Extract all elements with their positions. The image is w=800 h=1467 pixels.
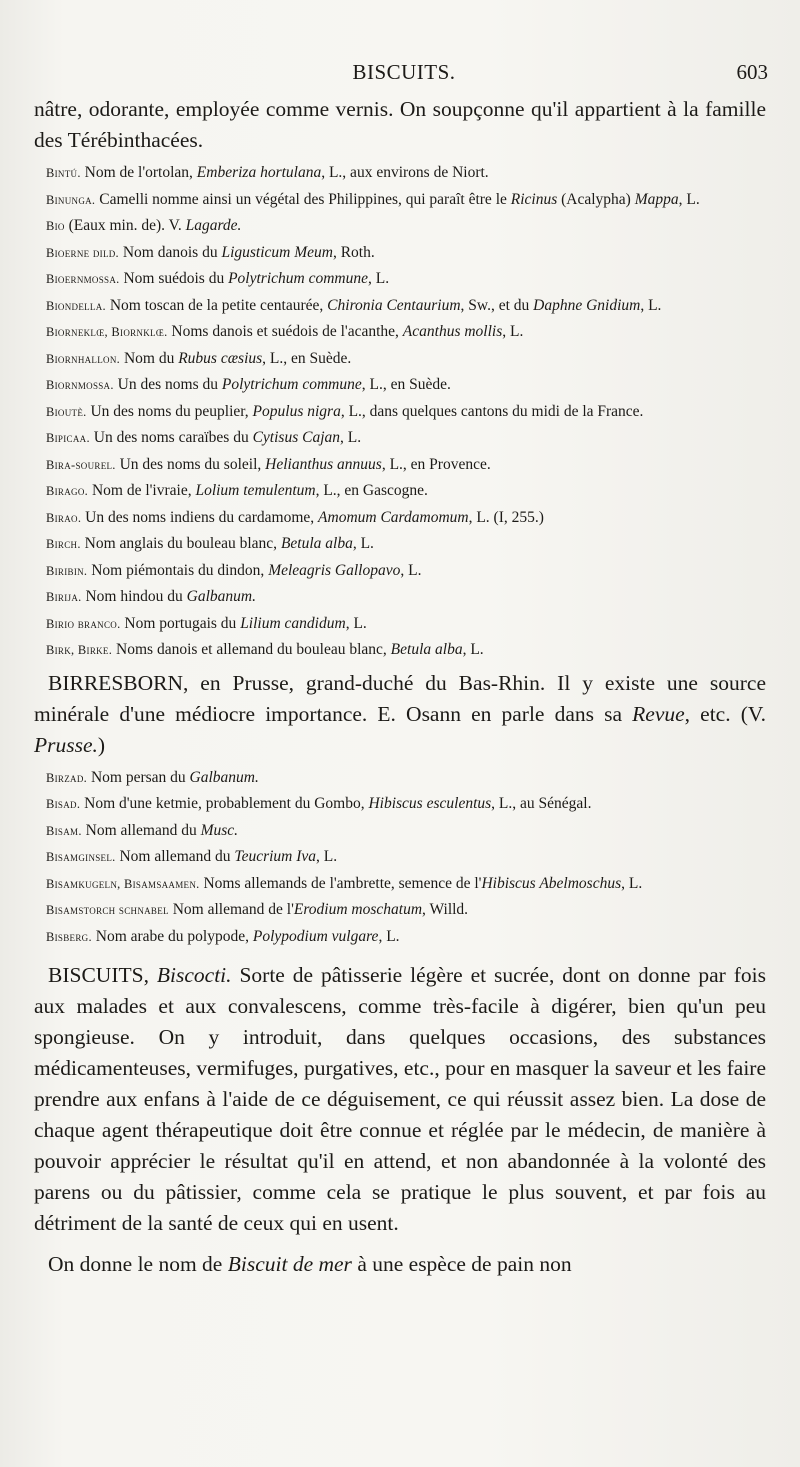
entry-latin-name: Acanthus mollis xyxy=(402,323,503,340)
entry-latin-name: Ricinus xyxy=(510,190,558,208)
dictionary-entry xyxy=(34,871,766,898)
entry-headword: Bira-sourel. xyxy=(46,457,116,472)
dictionary-entry xyxy=(34,637,766,664)
entry-latin-name-2: Daphne Gnidium xyxy=(533,296,641,314)
birresborn-head: BIRRESBORN xyxy=(48,670,184,695)
birresborn-text3: ) xyxy=(97,732,106,757)
entry-text: Un des noms caraïbes du xyxy=(89,429,253,446)
entry-text-after-2: , L. xyxy=(640,296,662,314)
biscuits-text: Sorte de pâtisserie légère et sucrée, dont on donne par fois aux malades et aux convalescens, comme très-facile à digérer, bien qu'un peu spongieuse. On y introduit, dans quelques occasions, des substances médicamenteuses, vermifuges, purgatives, etc., pour en masquer la saveur et les faire prendre aux enfans à l'aide de ce déguisement, ce qui réussit assez bien. La dose de chaque agent thérapeutique doit être connue et réglée par le médecin, de manière à pouvoir apprécier le résultat qu'il en attend, et non abandonnée à la volonté des parens ou du pâtissier, comme cela se pratique le plus souvent, et par fois au détriment de la santé de ceux qui en usent. xyxy=(34,963,766,1235)
entry-latin-name: Lolium temulentum xyxy=(195,482,316,499)
entry-latin-name: Hibiscus esculentus xyxy=(368,795,492,812)
entry-latin-name: Galbanum. xyxy=(186,588,256,605)
entry-text: Un des noms du xyxy=(113,376,222,393)
entry-biscuits xyxy=(34,960,766,1239)
entry-latin-name: Emberiza hortulana xyxy=(196,164,322,181)
dictionary-entry xyxy=(34,372,766,399)
entry-headword: Bisad. xyxy=(46,797,81,811)
entry-headword: Bioerne dild. xyxy=(46,245,119,260)
entry-text-after: , L. xyxy=(378,927,400,945)
entry-latin-name: Populus nigra xyxy=(252,402,341,420)
dictionary-entry xyxy=(34,531,766,558)
entry-text-after: , L. xyxy=(621,874,643,892)
entry-latin-name: Polytrichum commune xyxy=(228,270,368,287)
entry-text-after: , L. (I, 255.) xyxy=(468,508,544,526)
final-text2: à une espèce de pain non xyxy=(351,1252,572,1276)
running-head: BISCUITS. xyxy=(352,60,456,84)
birresborn-text: , en Prusse, grand-duché du Bas-Rhin. Il y existe une source minérale d'une médiocre importance. E. Osann en parle dans sa xyxy=(34,670,766,726)
entry-headword: Binunga. xyxy=(46,192,96,207)
entry-text: Nom suédois du xyxy=(119,270,229,287)
entry-headword: Birao. xyxy=(46,510,82,525)
entry-text: Nom anglais du bouleau blanc, xyxy=(80,535,281,552)
final-text: On donne le nom de xyxy=(48,1252,228,1276)
dictionary-entry xyxy=(34,425,766,452)
entry-text: Nom piémontais du dindon, xyxy=(87,561,269,579)
entry-latin-name: Amomum Cardamomum xyxy=(318,508,469,526)
entry-text: Noms allemands de l'ambrette, semence de l' xyxy=(199,874,482,892)
entry-headword: Birk, Birke. xyxy=(46,643,113,657)
dictionary-entry xyxy=(34,319,766,346)
entry-latin-name: Erodium moschatum xyxy=(293,901,423,918)
entry-text-after: , L., en Suède. xyxy=(361,376,451,393)
entry-text: Camelli nomme ainsi un végétal des Philippines, qui paraît être le xyxy=(95,190,511,208)
entry-latin-name: Rubus cæsius xyxy=(178,349,263,367)
entry-text: Un des noms du soleil, xyxy=(115,455,266,473)
entry-latin-name: Ligusticum Meum xyxy=(221,243,333,261)
entry-text: Noms danois et suédois de l'acanthe, xyxy=(167,323,403,340)
entry-headword: Bisamkugeln, Bisamsaamen. xyxy=(46,876,200,891)
page-header xyxy=(40,60,768,90)
entry-text-after: , Willd. xyxy=(422,901,469,918)
entry-text-after: , L., en Provence. xyxy=(381,455,491,473)
entry-headword: Birago. xyxy=(46,484,89,498)
entry-text-after: , Roth. xyxy=(332,243,375,261)
dictionary-entry xyxy=(34,897,766,924)
dictionary-entry xyxy=(34,213,766,240)
dictionary-entry xyxy=(34,187,766,214)
intro-paragraph: nâtre, odorante, employée comme vernis. On soupçonne qu'il appartient à la famille des Térébinthacées. xyxy=(34,97,766,152)
entry-text: Nom allemand du xyxy=(81,821,201,839)
birresborn-prusse: Prusse. xyxy=(34,732,98,757)
dictionary-entries-1 xyxy=(34,160,766,664)
entry-text: Nom allemand du xyxy=(115,848,235,865)
entry-headword: Birch. xyxy=(46,537,81,551)
entry-text: Un des noms indiens du cardamome, xyxy=(81,508,319,526)
dictionary-entry xyxy=(34,844,766,871)
entry-headword: Biornhallon. xyxy=(46,351,121,366)
entry-text-after: , L. xyxy=(352,535,374,552)
entry-text-after: , L., au Sénégal. xyxy=(491,795,592,812)
entry-text-after: , L., dans quelques cantons du midi de la France. xyxy=(340,402,644,420)
dictionary-entry xyxy=(34,818,766,845)
entry-headword: Biondella. xyxy=(46,298,106,313)
entry-headword: Bioutè. xyxy=(46,404,87,419)
entry-latin-name: Hibiscus Abelmoschus xyxy=(481,874,622,892)
entry-headword: Bisberg. xyxy=(46,929,92,944)
entry-text: Nom de l'ivraie, xyxy=(88,482,196,499)
dictionary-entry xyxy=(34,452,766,479)
dictionary-entry xyxy=(34,478,766,505)
dictionary-entry xyxy=(34,558,766,585)
dictionary-entry xyxy=(34,293,766,320)
dictionary-entry xyxy=(34,240,766,267)
entry-birresborn xyxy=(34,668,766,761)
entry-latin-name-2: Mappa xyxy=(634,190,679,208)
entry-text-after: , L. xyxy=(345,614,367,632)
dictionary-entry xyxy=(34,791,766,818)
entry-text-after: , Sw., et du xyxy=(460,296,534,314)
entry-text-after: , L. xyxy=(462,641,484,658)
entry-latin-name: Musc. xyxy=(200,821,239,839)
entry-latin-name: Polypodium vulgare xyxy=(252,927,379,945)
entry-text: Nom toscan de la petite centaurée, xyxy=(105,296,328,314)
entry-text-after: , L., en Gascogne. xyxy=(315,482,428,499)
entry-latin-name: Meleagris Gallopavo xyxy=(268,561,401,579)
entry-text: Nom de l'ortolan, xyxy=(80,164,197,181)
entry-text-after-2: , L. xyxy=(678,190,700,208)
entry-headword: Biorneklœ, Biornklœ. xyxy=(46,325,168,339)
entry-text: Noms danois et allemand du bouleau blanc, xyxy=(112,641,391,658)
entry-latin-name: Teucrium Iva xyxy=(234,848,317,865)
entry-latin-name: Galbanum. xyxy=(189,768,259,786)
entry-latin-name: Betula alba xyxy=(390,641,463,658)
dictionary-entry xyxy=(34,266,766,293)
entry-latin-name: Betula alba xyxy=(280,535,353,552)
entry-text-after: , L. xyxy=(400,561,422,579)
entry-latin-name: Cytisus Cajan xyxy=(252,429,341,446)
entry-text-after: , L., en Suède. xyxy=(262,349,352,367)
entry-text: Nom allemand de l' xyxy=(168,901,294,918)
dictionary-entry xyxy=(34,924,766,951)
biscuits-head: BISCUITS xyxy=(48,963,144,987)
dictionary-entry xyxy=(34,765,766,792)
page-body xyxy=(34,94,766,1280)
entry-text: Nom danois du xyxy=(118,243,222,261)
entry-text-after: , L. xyxy=(367,270,390,287)
entry-headword: Bio xyxy=(46,219,65,233)
entry-headword: Bioernmossa. xyxy=(46,272,120,286)
entry-latin-name: Polytrichum commune xyxy=(221,376,362,393)
page-number: 603 xyxy=(736,60,768,84)
dictionary-entry xyxy=(34,584,766,611)
dictionary-entry xyxy=(34,399,766,426)
biscuits-sep: , xyxy=(143,963,157,987)
final-paragraph xyxy=(34,1249,766,1280)
entry-text: Nom d'une ketmie, probablement du Gombo, xyxy=(80,795,369,812)
entry-text: Nom persan du xyxy=(87,768,190,786)
entry-latin-name: Lagarde. xyxy=(185,217,242,234)
entry-headword: Biribin. xyxy=(46,563,88,578)
entry-headword: Biornmossa. xyxy=(46,378,114,392)
entry-headword: Bintú. xyxy=(46,166,81,180)
entry-text: (Eaux min. de). V. xyxy=(64,217,186,234)
entry-headword: Birija. xyxy=(46,590,82,604)
entry-text-after: , L. xyxy=(316,848,338,865)
dictionary-entries-2 xyxy=(34,765,766,951)
entry-latin-name: Helianthus annuus xyxy=(265,455,382,473)
entry-text-after: , L., aux environs de Niort. xyxy=(321,164,489,181)
birresborn-text2: , etc. (V. xyxy=(684,701,766,726)
entry-latin-name: Lilium candidum xyxy=(240,614,346,632)
entry-headword: Bisamstorch schnabel xyxy=(46,903,169,917)
entry-text-after: (Acalypha) xyxy=(557,190,635,208)
entry-text: Nom arabe du polypode, xyxy=(91,927,253,945)
entry-headword: Birio branco. xyxy=(46,616,121,631)
dictionary-entry xyxy=(34,160,766,187)
dictionary-entry xyxy=(34,611,766,638)
entry-text: Un des noms du peuplier, xyxy=(86,402,253,420)
dictionary-entry xyxy=(34,346,766,373)
entry-headword: Birzad. xyxy=(46,770,88,785)
entry-headword: Bisam. xyxy=(46,823,82,838)
final-italic: Biscuit de mer xyxy=(227,1252,352,1276)
entry-latin-name: Chironia Centaurium xyxy=(327,296,461,314)
dictionary-entry xyxy=(34,505,766,532)
entry-headword: Bipicaa. xyxy=(46,431,90,445)
biscuits-latin: Biscocti. xyxy=(156,963,232,987)
entry-text: Nom hindou du xyxy=(81,588,187,605)
entry-text-after: , L. xyxy=(340,429,362,446)
entry-text: Nom du xyxy=(120,349,179,367)
entry-headword: Bisamginsel. xyxy=(46,850,116,864)
entry-text-after: , L. xyxy=(502,323,524,340)
entry-text: Nom portugais du xyxy=(120,614,241,632)
birresborn-revue: Revue xyxy=(632,701,685,726)
